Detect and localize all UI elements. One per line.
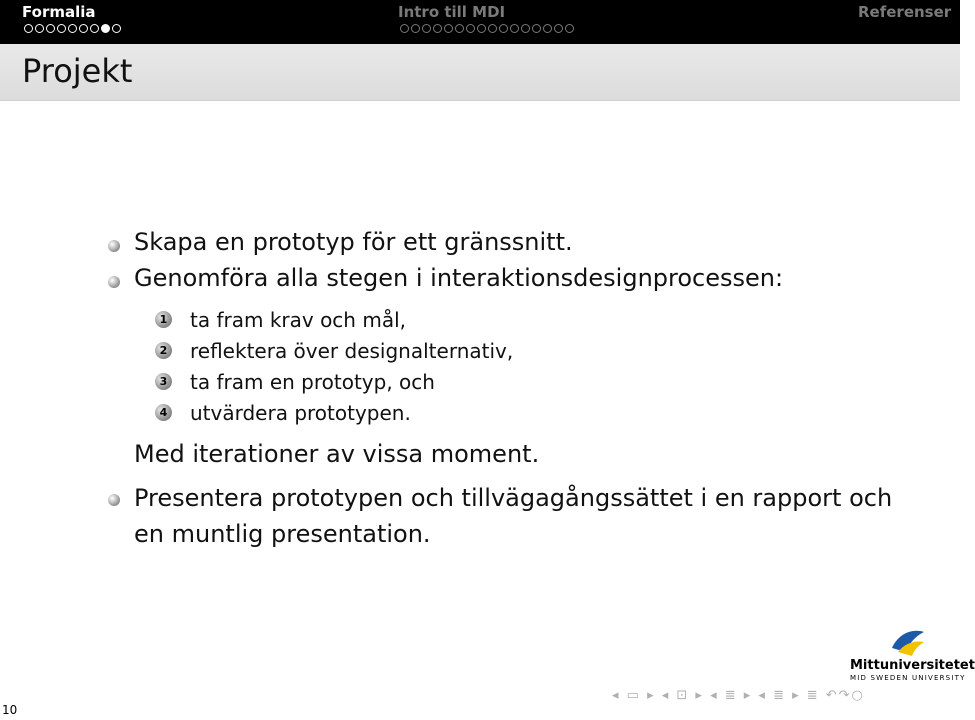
logo-mark-icon (888, 626, 928, 658)
logo-name: Mittuniversitetet (850, 658, 975, 673)
bullet-item: Skapa en prototyp för ett gränssnitt. (134, 228, 573, 256)
step-item: ta fram krav och mål, (190, 308, 406, 332)
bullet-icon (108, 240, 120, 252)
bullet-icon (108, 494, 120, 506)
bullet-icon (108, 276, 120, 288)
step-item: utvärdera prototypen. (190, 401, 411, 425)
logo-subtitle: MID SWEDEN UNIVERSITY (850, 674, 966, 682)
university-logo (850, 626, 975, 686)
step-item: reflektera över designalternativ, (190, 339, 514, 363)
step-number-badge: 2 (155, 342, 172, 359)
iteration-note: Med iterationer av vissa moment. (134, 440, 540, 468)
step-number-badge: 3 (155, 373, 172, 390)
bullet-item-continuation: en muntlig presentation. (134, 520, 431, 548)
section-referenser[interactable]: Referenser (858, 3, 952, 21)
page-number: 10 (2, 703, 18, 717)
step-number-badge: 4 (155, 404, 172, 421)
page-title: Projekt (22, 52, 133, 90)
section-intro-till-mdi[interactable]: Intro till MDI (398, 3, 506, 21)
beamer-navigation-symbols[interactable]: ◂ ▭ ▸ ◂ ⊡ ▸ ◂ ≣ ▸ ◂ ≣ ▸ ≣ ↶↷○ (612, 688, 865, 703)
bullet-item: Genomföra alla stegen i interaktionsdesignprocessen: (134, 264, 784, 292)
section-formalia[interactable]: Formalia (22, 3, 96, 21)
bullet-item: Presentera prototypen och tillvägagångssättet i en rapport och (134, 484, 893, 512)
step-item: ta fram en prototyp, och (190, 370, 435, 394)
step-number-badge: 1 (155, 311, 172, 328)
